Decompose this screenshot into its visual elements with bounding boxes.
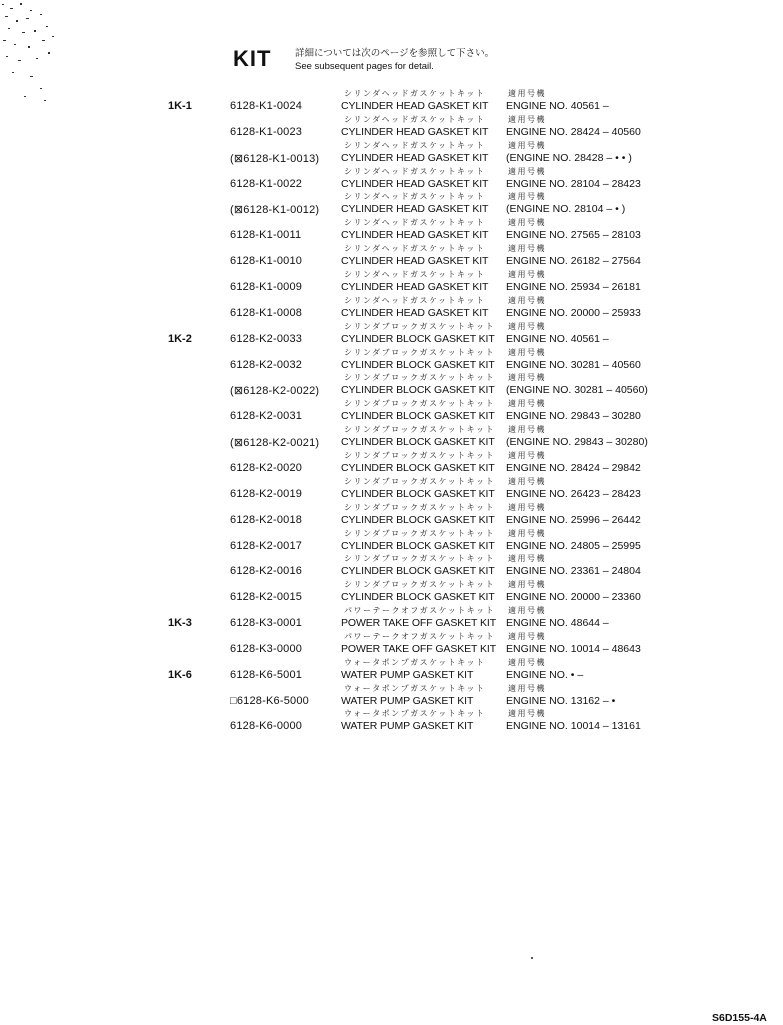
description: CYLINDER HEAD GASKET KIT [341, 177, 489, 190]
description-jp: シリンダヘッドガスケットキット [344, 244, 486, 254]
part-number: (⊠6128-K2-0022) [230, 385, 320, 398]
description: CYLINDER BLOCK GASKET KIT [341, 410, 495, 423]
engine-serial-range: ENGINE NO. 10014 – 13161 [506, 720, 641, 733]
description-jp: ウォータポンプガスケットキット [344, 683, 486, 693]
description: CYLINDER HEAD GASKET KIT [341, 229, 489, 242]
description: CYLINDER HEAD GASKET KIT [341, 281, 489, 293]
part-number: 6128-K2-0032 [230, 358, 303, 371]
applicable-engine-jp: 適用号機 [508, 166, 546, 176]
part-number: □6128-K6-5000 [230, 694, 309, 707]
kit-note [295, 47, 494, 73]
engine-serial-range: ENGINE NO. 25934 – 26181 [506, 281, 641, 293]
engine-serial-range: ENGINE NO. 28424 – 29842 [506, 461, 641, 474]
part-row [0, 709, 783, 740]
description: CYLINDER BLOCK GASKET KIT [341, 539, 495, 552]
engine-serial-range: ENGINE NO. 26182 – 27564 [506, 255, 641, 268]
page-code: S6D155-4A [712, 1012, 767, 1024]
part-number: 6128-K3-0000 [230, 642, 303, 655]
description-jp: シリンダブロックガスケットキット [344, 528, 495, 538]
engine-serial-range: ENGINE NO. 48644 – [506, 617, 609, 629]
applicable-engine-jp: 適用号機 [508, 709, 546, 719]
applicable-engine-jp: 適用号機 [508, 192, 546, 202]
part-number: 6128-K6-0000 [230, 720, 303, 733]
part-number: 6128-K2-0017 [230, 539, 303, 552]
engine-serial-range: ENGINE NO. 28424 – 40560 [506, 125, 641, 138]
description-jp: シリンダブロックガスケットキット [344, 554, 495, 564]
description-jp: シリンダヘッドガスケットキット [344, 218, 486, 228]
applicable-engine-jp: 適用号機 [508, 140, 546, 150]
description: CYLINDER HEAD GASKET KIT [341, 100, 489, 112]
description: CYLINDER BLOCK GASKET KIT [341, 436, 495, 449]
kit-note-en: See subsequent pages for detail. [295, 61, 434, 72]
group-number: 1K-1 [168, 100, 192, 112]
engine-serial-range: ENGINE NO. 28104 – 28423 [506, 177, 641, 190]
description-jp: パワーテークオフガスケットキット [344, 631, 496, 641]
applicable-engine-jp: 適用号機 [508, 580, 546, 590]
applicable-engine-jp: 適用号機 [508, 631, 546, 641]
description: WATER PUMP GASKET KIT [341, 720, 474, 733]
description: CYLINDER HEAD GASKET KIT [341, 255, 489, 268]
part-number: 6128-K2-0015 [230, 591, 303, 604]
description: WATER PUMP GASKET KIT [341, 694, 474, 707]
kit-title: KIT [233, 46, 272, 71]
description: CYLINDER BLOCK GASKET KIT [341, 332, 495, 345]
description-jp: ウォータポンプガスケットキット [344, 709, 486, 719]
applicable-engine-jp: 適用号機 [508, 399, 546, 409]
part-number: 6128-K1-0009 [230, 281, 303, 293]
part-number: 6128-K1-0010 [230, 255, 303, 268]
applicable-engine-jp: 適用号機 [508, 295, 546, 305]
engine-serial-range: (ENGINE NO. 28428 – • • ) [506, 151, 632, 164]
applicable-engine-jp: 適用号機 [508, 270, 546, 279]
part-number: 6128-K2-0020 [230, 461, 303, 474]
engine-serial-range: ENGINE NO. 20000 – 25933 [506, 306, 641, 319]
group-number: 1K-2 [168, 332, 192, 345]
description-jp: シリンダブロックガスケットキット [344, 580, 495, 590]
description-jp: シリンダヘッドガスケットキット [344, 192, 486, 202]
part-number: 6128-K2-0018 [230, 513, 303, 526]
description: CYLINDER BLOCK GASKET KIT [341, 591, 495, 604]
description-jp: シリンダヘッドガスケットキット [344, 295, 486, 305]
applicable-engine-jp: 適用号機 [508, 244, 546, 254]
applicable-engine-jp: 適用号機 [508, 321, 546, 331]
applicable-engine-jp: 適用号機 [508, 450, 546, 460]
engine-serial-range: (ENGINE NO. 30281 – 40560) [506, 384, 648, 397]
applicable-engine-jp: 適用号機 [508, 114, 546, 124]
scan-dot [531, 957, 533, 959]
description: WATER PUMP GASKET KIT [341, 668, 474, 681]
applicable-engine-jp: 適用号機 [508, 218, 546, 228]
engine-serial-range: ENGINE NO. 13162 – • [506, 694, 616, 707]
part-number: 6128-K2-0016 [230, 565, 303, 578]
engine-serial-range: ENGINE NO. 26423 – 28423 [506, 487, 641, 500]
description: POWER TAKE OFF GASKET KIT [341, 642, 497, 655]
description-jp: シリンダブロックガスケットキット [344, 425, 495, 435]
engine-serial-range: ENGINE NO. 27565 – 28103 [506, 229, 641, 242]
engine-serial-range: ENGINE NO. 30281 – 40560 [506, 358, 641, 371]
group-number: 1K-3 [168, 617, 192, 629]
applicable-engine-jp: 適用号機 [508, 528, 546, 538]
description-jp: シリンダブロックガスケットキット [344, 321, 495, 331]
applicable-engine-jp: 適用号機 [508, 425, 546, 435]
part-number: 6128-K6-5001 [230, 668, 303, 681]
description: CYLINDER BLOCK GASKET KIT [341, 461, 495, 474]
engine-serial-range: ENGINE NO. 40561 – [506, 100, 609, 112]
part-number: 6128-K3-0001 [230, 617, 303, 629]
description: CYLINDER BLOCK GASKET KIT [341, 384, 495, 397]
description-jp: シリンダヘッドガスケットキット [344, 270, 486, 279]
description-jp: シリンダブロックガスケットキット [344, 399, 495, 409]
description-jp: シリンダヘッドガスケットキット [344, 89, 486, 98]
part-number: 6128-K2-0031 [230, 410, 303, 423]
description-jp: シリンダヘッドガスケットキット [344, 140, 486, 150]
engine-serial-range: ENGINE NO. 23361 – 24804 [506, 565, 641, 578]
description: CYLINDER BLOCK GASKET KIT [341, 487, 495, 500]
part-number: 6128-K2-0019 [230, 487, 303, 500]
description: POWER TAKE OFF GASKET KIT [341, 617, 497, 629]
description: CYLINDER HEAD GASKET KIT [341, 203, 489, 216]
applicable-engine-jp: 適用号機 [508, 89, 546, 98]
part-number: 6128-K1-0023 [230, 125, 303, 138]
description: CYLINDER HEAD GASKET KIT [341, 151, 489, 164]
applicable-engine-jp: 適用号機 [508, 476, 546, 486]
part-number: 6128-K1-0008 [230, 306, 303, 319]
engine-serial-range: ENGINE NO. 25996 – 26442 [506, 513, 641, 526]
description: CYLINDER HEAD GASKET KIT [341, 125, 489, 138]
description: CYLINDER BLOCK GASKET KIT [341, 513, 495, 526]
engine-serial-range: ENGINE NO. 29843 – 30280 [506, 410, 641, 423]
group-number: 1K-6 [168, 668, 192, 681]
description-jp: シリンダヘッドガスケットキット [344, 166, 486, 176]
part-number: 6128-K1-0024 [230, 100, 303, 112]
engine-serial-range: (ENGINE NO. 29843 – 30280) [506, 436, 648, 449]
engine-serial-range: ENGINE NO. 24805 – 25995 [506, 539, 641, 552]
engine-serial-range: ENGINE NO. 40561 – [506, 332, 609, 345]
engine-serial-range: ENGINE NO. • – [506, 668, 584, 681]
description: CYLINDER BLOCK GASKET KIT [341, 565, 495, 578]
description-jp: パワーテークオフガスケットキット [344, 606, 496, 615]
description-jp: シリンダヘッドガスケットキット [344, 114, 486, 124]
applicable-engine-jp: 適用号機 [508, 554, 546, 564]
description-jp: シリンダブロックガスケットキット [344, 347, 495, 357]
part-number: (⊠6128-K2-0021) [230, 437, 320, 450]
description-jp: シリンダブロックガスケットキット [344, 373, 495, 383]
description-jp: シリンダブロックガスケットキット [344, 450, 495, 460]
engine-serial-range: (ENGINE NO. 28104 – • ) [506, 203, 626, 216]
part-number: 6128-K1-0011 [230, 229, 302, 242]
description-jp: シリンダブロックガスケットキット [344, 502, 495, 512]
engine-serial-range: ENGINE NO. 10014 – 48643 [506, 642, 641, 655]
applicable-engine-jp: 適用号機 [508, 657, 546, 667]
applicable-engine-jp: 適用号機 [508, 373, 546, 383]
description: CYLINDER BLOCK GASKET KIT [341, 358, 495, 371]
description: CYLINDER HEAD GASKET KIT [341, 306, 489, 319]
description-jp: ウォータポンプガスケットキット [344, 657, 486, 667]
kit-note-jp: 詳細については次のページを参照して下さい。 [295, 48, 495, 59]
applicable-engine-jp: 適用号機 [508, 683, 546, 693]
applicable-engine-jp: 適用号機 [508, 606, 546, 615]
description-jp: シリンダブロックガスケットキット [344, 476, 495, 486]
part-number: 6128-K1-0022 [230, 177, 303, 190]
part-number: (⊠6128-K1-0012) [230, 204, 320, 217]
part-number: 6128-K2-0033 [230, 332, 303, 345]
applicable-engine-jp: 適用号機 [508, 347, 546, 357]
applicable-engine-jp: 適用号機 [508, 502, 546, 512]
part-number: (⊠6128-K1-0013) [230, 152, 320, 165]
engine-serial-range: ENGINE NO. 20000 – 23360 [506, 591, 641, 604]
